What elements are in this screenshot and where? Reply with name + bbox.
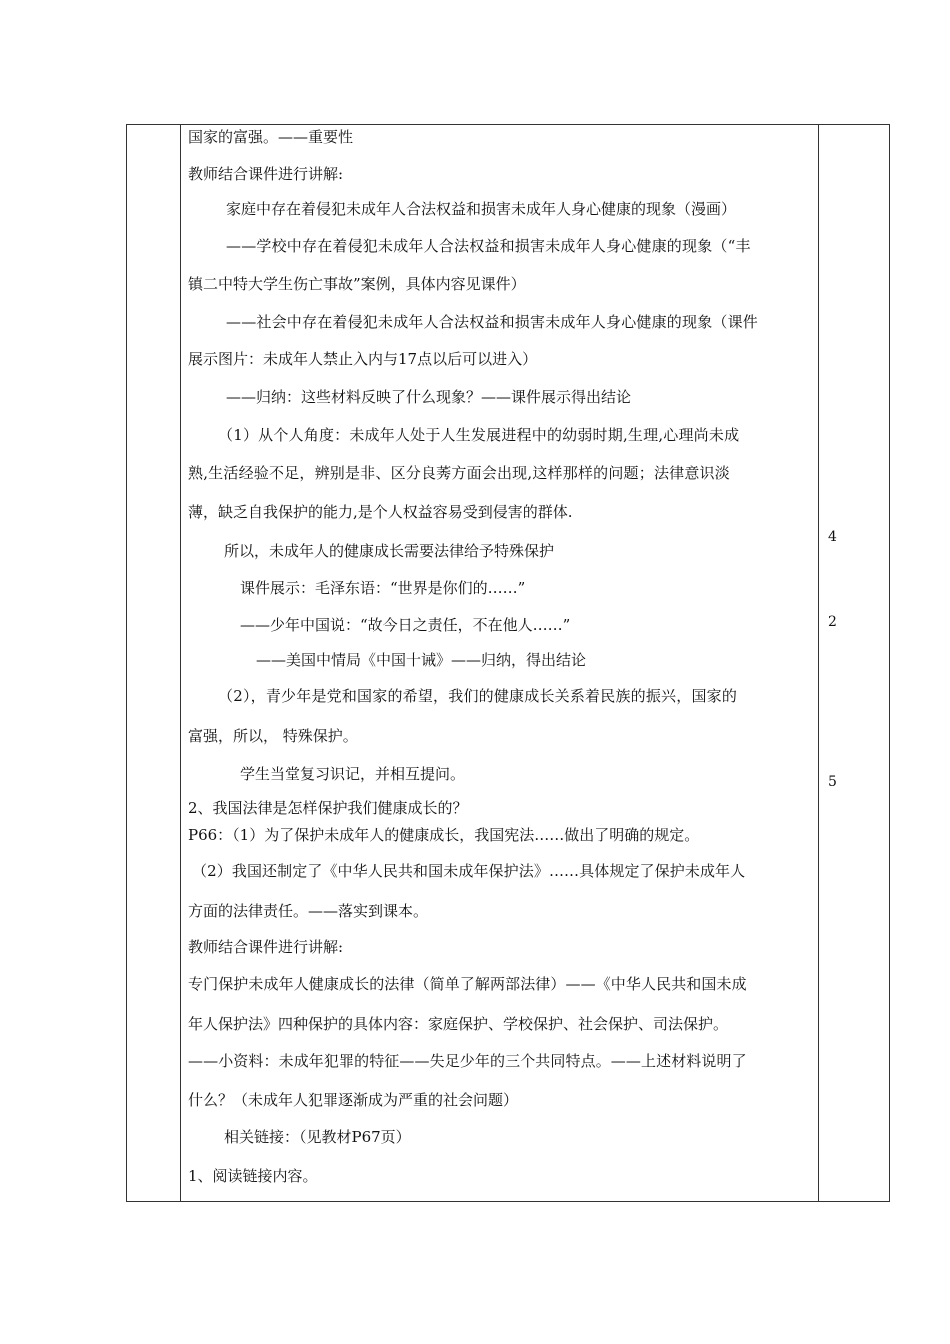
text-line: 展示图片：未成年人禁止入内与17点以后可以进入）	[188, 350, 538, 368]
text-line: 年人保护法》四种保护的具体内容：家庭保护、学校保护、社会保护、司法保护。	[188, 1015, 729, 1033]
text-line: 富强，所以， 特殊保护。	[188, 727, 358, 745]
text-line: 镇二中特大学生伤亡事故”案例，具体内容见课件）	[188, 275, 526, 293]
time-mark: 4	[828, 529, 837, 545]
text-line: ——归纳：这些材料反映了什么现象？——课件展示得出结论	[226, 388, 632, 406]
text-line: 薄，缺乏自我保护的能力,是个人权益容易受到侵害的群体.	[188, 503, 573, 521]
text-line: （1）从个人角度：未成年人处于人生发展进程中的幼弱时期,生理,心理尚未成	[218, 426, 740, 444]
text-line: 学生当堂复习识记，并相互提问。	[240, 765, 466, 783]
text-line: P66：（1）为了保护未成年人的健康成长，我国宪法……做出了明确的规定。	[188, 826, 700, 844]
text-line: ——美国中情局《中国十诫》——归纳，得出结论	[256, 651, 587, 669]
text-line: 教师结合课件进行讲解:	[188, 165, 344, 183]
text-line: 教师结合课件进行讲解:	[188, 938, 344, 956]
text-line: 课件展示：毛泽东语：“世界是你们的……”	[240, 579, 526, 597]
time-mark: 5	[828, 774, 837, 790]
text-line: （2）我国还制定了《中华人民共和国未成年保护法》……具体规定了保护未成年人	[192, 862, 746, 880]
text-line: 所以，未成年人的健康成长需要法律给予特殊保护	[224, 542, 555, 560]
text-line: 什么？（未成年人犯罪逐渐成为严重的社会问题）	[188, 1091, 519, 1109]
text-line: ——社会中存在着侵犯未成年人合法权益和损害未成年人身心健康的现象（课件	[226, 313, 759, 331]
time-mark: 2	[828, 614, 837, 630]
column-divider-left	[180, 125, 181, 1201]
text-line: 熟,生活经验不足，辨别是非、区分良莠方面会出现,这样那样的问题；法律意识淡	[188, 464, 730, 482]
text-line: 相关链接：（见教材P67页）	[224, 1128, 411, 1146]
text-line: 专门保护未成年人健康成长的法律（简单了解两部法律）——《中华人民共和国未成	[188, 975, 747, 993]
text-line: 方面的法律责任。——落实到课本。	[188, 902, 429, 920]
text-line: （2），青少年是党和国家的希望，我们的健康成长关系着民族的振兴，国家的	[218, 687, 738, 705]
text-line: 2、我国法律是怎样保护我们健康成长的？	[188, 799, 468, 817]
text-line: 国家的富强。——重要性	[188, 128, 354, 146]
text-line: 1、阅读链接内容。	[188, 1167, 318, 1185]
text-line: 家庭中存在着侵犯未成年人合法权益和损害未成年人身心健康的现象（漫画）	[226, 200, 737, 218]
text-line: ——小资料：未成年犯罪的特征——失足少年的三个共同特点。——上述材料说明了	[188, 1052, 747, 1070]
text-line: ——少年中国说：“故今日之责任，不在他人……”	[240, 616, 571, 634]
column-divider-right	[818, 125, 819, 1201]
text-line: ——学校中存在着侵犯未成年人合法权益和损害未成年人身心健康的现象（“丰	[226, 237, 751, 255]
